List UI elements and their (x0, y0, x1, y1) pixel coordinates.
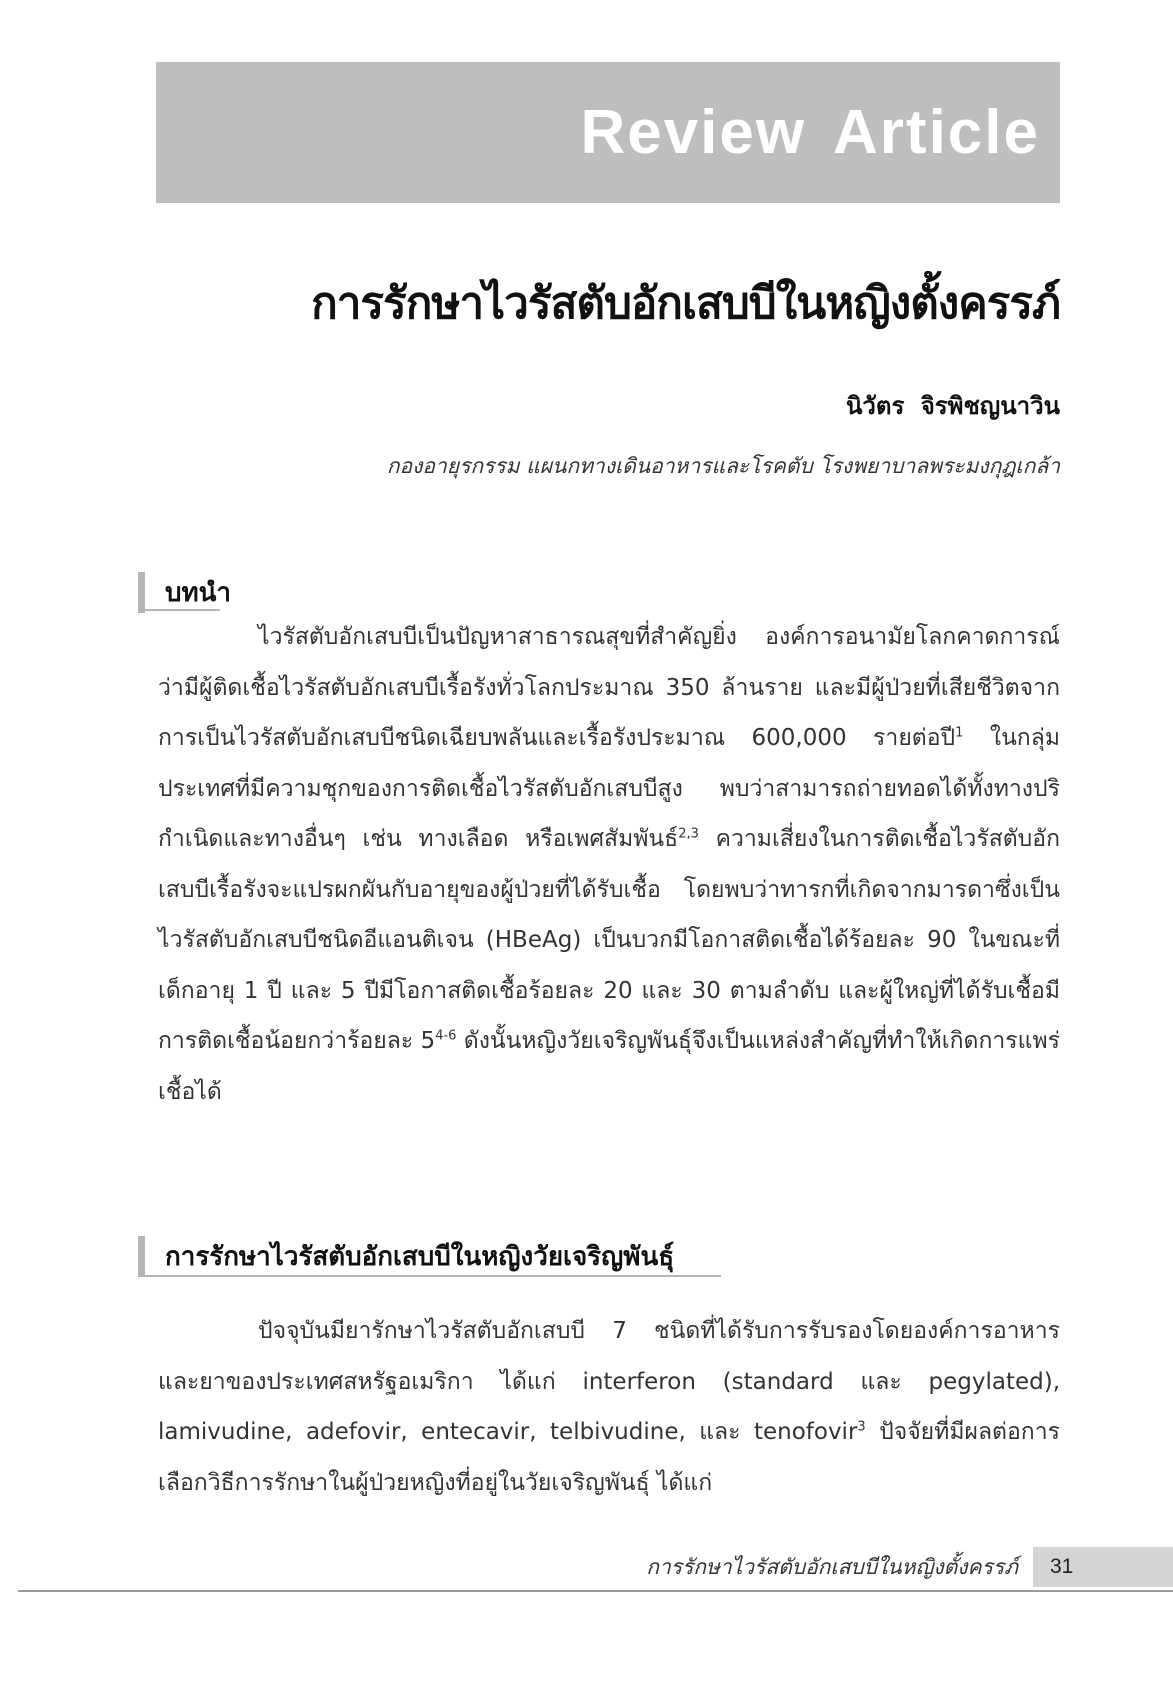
treatment-paragraph (158, 1306, 1060, 1508)
reference-marker: 3 (857, 1419, 866, 1435)
section-heading-treatment: การรักษาไวรัสตับอักเสบบีในหญิงวัยเจริญพันธุ์ (138, 1236, 674, 1277)
footer-divider (18, 1590, 1173, 1592)
paragraph-text: ปัจจัยที่มีผลต่อการเลือกวิธีการรักษาในผู้ป่วยหญิงที่อยู่ในวัยเจริญพันธุ์ ได้แก่ (158, 1419, 1061, 1496)
paragraph-text: ไวรัสตับอักเสบบีเป็นปัญหาสาธารณสุขที่สำคัญยิ่ง องค์การอนามัยโลกคาดการณ์ว่ามีผู้ติดเชื้อไวรัสตับอักเสบบีเรื้อรังทั่วโลกประมาณ 350 ล้านราย และมีผู้ป่วยที่เสียชีวิตจากการเป็นไวรัสตับอักเสบบีชนิดเฉียบพลันและเรื้อรังประมาณ 600,000 รายต่อปี (158, 624, 1060, 751)
introduction-paragraph (158, 612, 1060, 1117)
running-title: การรักษาไวรัสตับอักเสบบีในหญิงตั้งครรภ์ (646, 1555, 1018, 1579)
paragraph-text: ความเสี่ยงในการติดเชื้อไวรัสตับอักเสบบีเรื้อรังจะแปรผกผันกับอายุของผู้ป่วยที่ได้รับเชื้อ โดยพบว่าทารกที่เกิดจากมารดาซึ่งเป็นไวรัสตับอักเสบบีชนิดอีแอนติเจน (HBeAg) เป็นบวกมีโอกาสติดเชื้อได้ร้อยละ 90 ในขณะที่เด็กอายุ 1 ปี และ 5 ปีมีโอกาสติดเชื้อร้อยละ 20 และ 30 ตามลำดับ และผู้ใหญ่ที่ได้รับเชื้อมีการติดเชื้อน้อยกว่าร้อยละ 5 (158, 826, 1061, 1054)
section-heading-introduction: บทนำ (138, 572, 231, 613)
article-title: การรักษาไวรัสตับอักเสบบีในหญิงตั้งครรภ์ (311, 278, 1060, 329)
paragraph-text: ในกลุ่มประเทศที่มีความชุกของการติดเชื้อไวรัสตับอักเสบบีสูง พบว่าสามารถถ่ายทอดได้ทั้งทางปริกำเนิดและทางอื่นๆ เช่น ทางเลือด หรือเพศสัมพันธ์ (158, 725, 1060, 852)
reference-marker: 2,3 (678, 826, 699, 842)
section-heading-underline (138, 609, 220, 611)
page-number: 31 (1050, 1555, 1074, 1578)
article-type-label: Review Article (580, 98, 1040, 167)
paragraph-text: ปัจจุบันมียารักษาไวรัสตับอักเสบบี 7 ชนิดที่ได้รับการรับรองโดยองค์การอาหารและยาของประเทศสหรัฐอเมริกา ได้แก่ interferon (standard และ pegylated), lamivudine, adefovir, entecavir, telbivudine, และ tenofovir (158, 1318, 1060, 1445)
section-heading-underline (138, 1275, 721, 1277)
review-article-banner (156, 62, 1060, 203)
paragraph-text: ดังนั้นหญิงวัยเจริญพันธุ์จึงเป็นแหล่งสำคัญที่ทำให้เกิดการแพร่เชื้อได้ (158, 1028, 1060, 1105)
reference-marker: 4-6 (435, 1028, 457, 1044)
reference-marker: 1 (955, 725, 964, 741)
author-name: นิวัตร จิรพิชญนาวิน (846, 392, 1060, 420)
author-affiliation: กองอายุรกรรม แผนกทางเดินอาหารและโรคตับ โรงพยาบาลพระมงกุฎเกล้า (386, 454, 1060, 478)
